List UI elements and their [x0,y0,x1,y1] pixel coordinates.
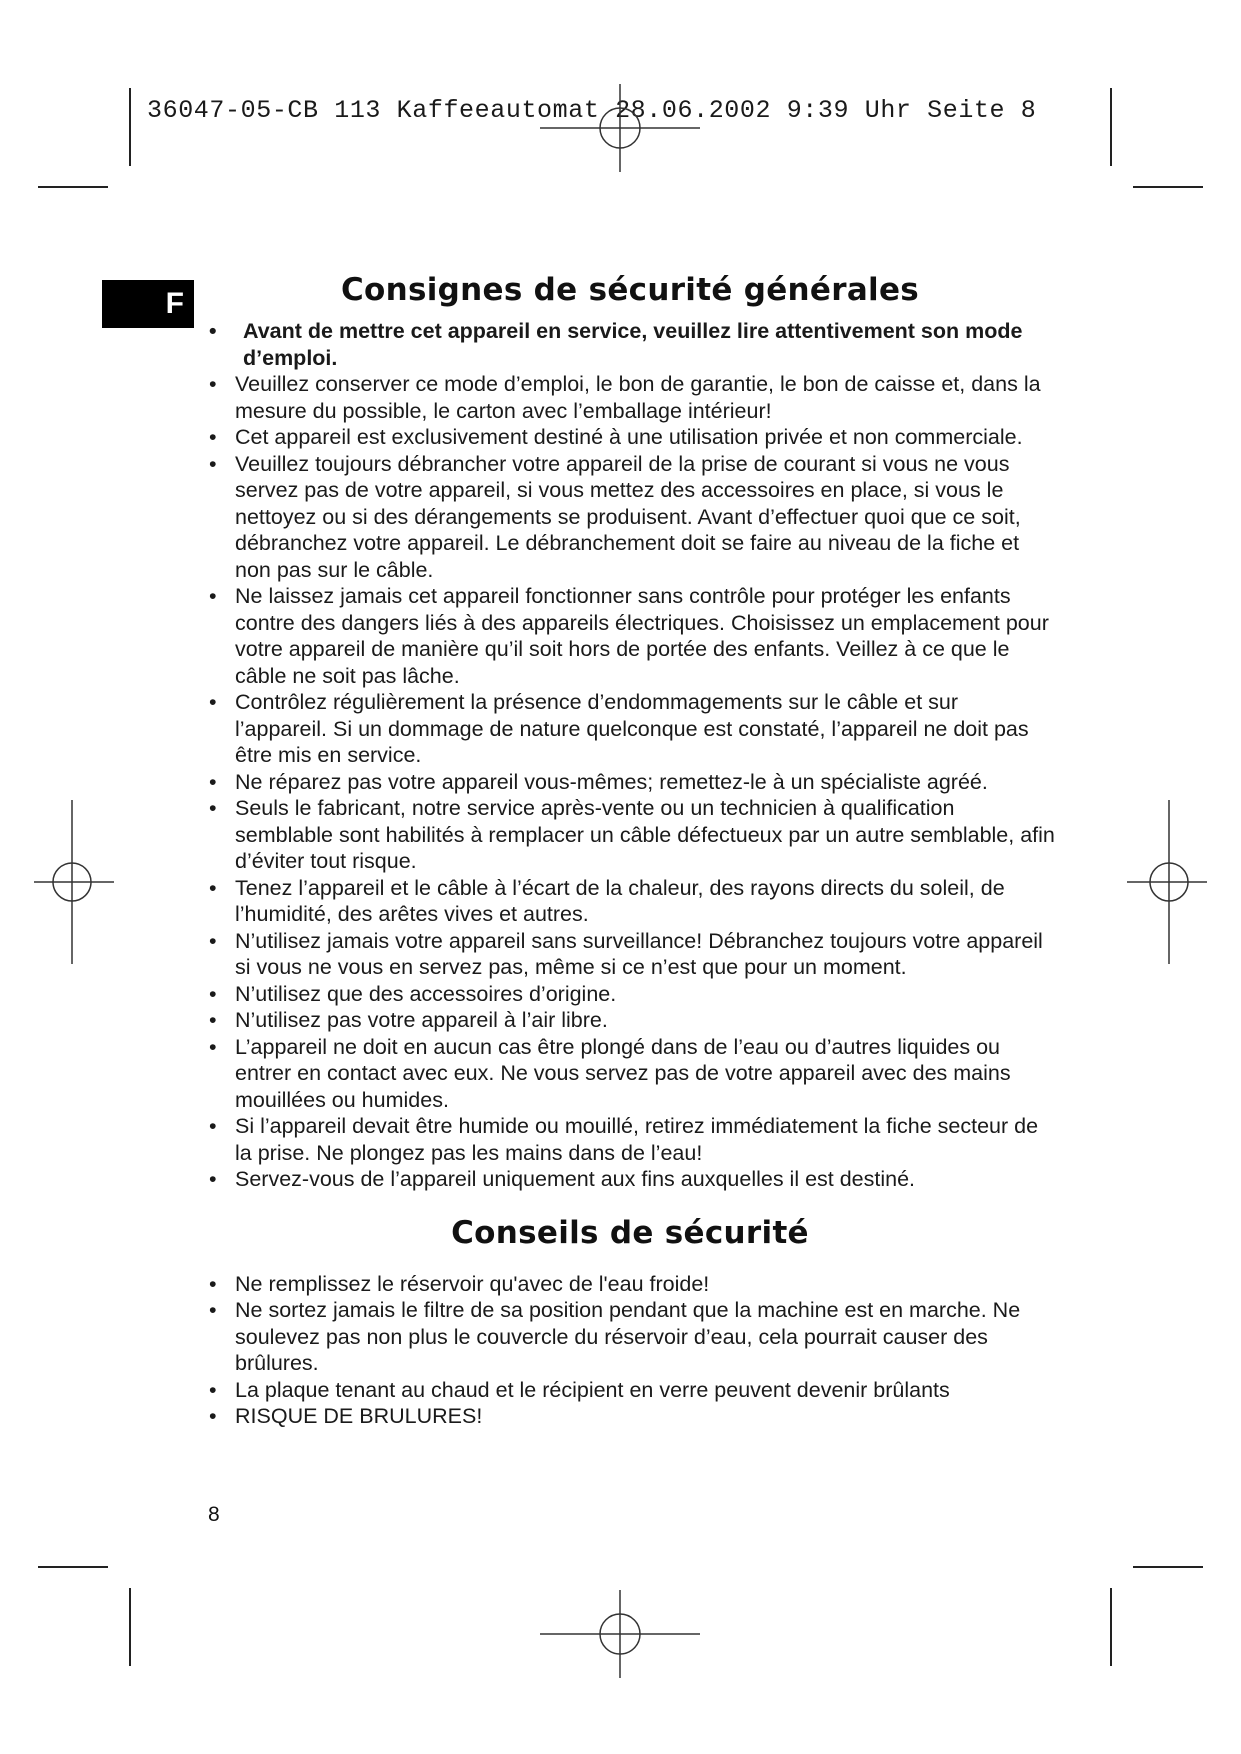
list-item-text: N’utilisez que des accessoires d’origine. [235,981,617,1006]
bullet: • [209,451,217,476]
bullet: • [209,1377,217,1402]
list-item [205,371,1055,424]
list-item-text: Seuls le fabricant, notre service après-vente ou un technicien à qualification semblable sont habilités à remplacer un câble défectueux par un autre semblable, afin d’éviter tout risque. [235,796,1055,873]
bullet: • [209,372,217,396]
safety-list [205,318,1055,1193]
registration-mark-icon [1127,800,1207,964]
bullet: • [209,319,217,343]
list-item [205,451,1055,584]
list-item-text: Ne réparez pas votre appareil vous-mêmes; remettez-le à un spécialiste agréé. [235,769,988,794]
bullet: • [209,1034,217,1059]
crop-mark [38,186,108,188]
bullet: • [209,875,217,900]
list-item [205,689,1055,769]
crop-mark [1133,186,1203,188]
list-item-text: Veuillez toujours débrancher votre appareil de la prise de courant si vous ne vous servez pas de votre appareil, si vous mettez des accessoires en place, si vous le nettoyez ou si des dérangements se produisent. Avant d’effectuer quoi que ce soit, débranchez votre appareil. Le débranchement doit se faire au niveau de la fiche et non pas sur le câble. [235,451,1021,582]
bullet: • [209,1008,217,1032]
list-item-text: L’appareil ne doit en aucun cas être plongé dans de l’eau ou d’autres liquides ou entrer en contact avec eux. Ne vous servez pas de votre appareil avec des mains mouillées ou humides. [235,1034,1011,1112]
list-item [205,1403,1055,1430]
list-item [205,1007,1055,1034]
list-item-text: Cet appareil est exclusivement destiné à une utilisation privée et non commerciale. [235,425,1023,449]
list-item-text: N’utilisez jamais votre appareil sans surveillance! Débranchez toujours votre appareil si vous ne vous en servez pas, même si ce n’est que pour un moment. [235,928,1043,979]
crop-mark [1133,1566,1203,1568]
list-item-text: RISQUE DE BRULURES! [235,1404,483,1428]
bullet: • [209,769,217,794]
main-content [205,272,1055,1430]
list-item [205,795,1055,875]
list-item [205,928,1055,981]
list-item-text: Ne laissez jamais cet appareil fonctionner sans contrôle pour protéger les enfants contre des dangers liés à des appareils électriques. Choisissez un emplacement pour votre appareil de manière qu’il soit hors de portée des enfants. Veillez à ce que le câble ne soit pas lâche. [235,584,1049,688]
safety-advice-list [205,1271,1055,1430]
list-item [205,769,1055,796]
list-item-text: Servez-vous de l’appareil uniquement aux fins auxquelles il est destiné. [235,1167,916,1191]
bullet: • [209,1167,217,1191]
bullet: • [209,1404,217,1428]
list-item-text: N’utilisez pas votre appareil à l’air libre. [235,1008,608,1032]
crop-mark [1110,88,1112,166]
bullet: • [209,584,217,608]
print-header: 36047-05-CB 113 Kaffeeautomat 28.06.2002 9:39 Uhr Seite 8 [147,96,1037,125]
list-item [205,981,1055,1008]
list-item-text: La plaque tenant au chaud et le récipient en verre peuvent devenir brûlants [235,1377,950,1402]
list-item [205,424,1055,451]
bullet: • [209,425,217,449]
list-item [205,875,1055,928]
bullet: • [209,690,217,714]
list-item-text: Ne sortez jamais le filtre de sa position pendant que la machine est en marche. Ne soulevez pas non plus le couvercle du réservoir d’eau, cela pourrait causer des brûlures. [235,1298,1021,1375]
crop-mark [1110,1588,1112,1666]
list-item [205,1113,1055,1166]
list-item-text: Veuillez conserver ce mode d’emploi, le bon de garantie, le bon de caisse et, dans la mesure du possible, le carton avec l’emballage intérieur! [235,372,1041,423]
bullet: • [209,981,217,1006]
language-tab: F [102,280,194,328]
list-item [205,318,1055,371]
list-item-text: Ne remplissez le réservoir qu'avec de l'eau froide! [235,1271,710,1296]
bullet: • [209,928,217,953]
crop-mark [38,1566,108,1568]
section-title-general-safety: Consignes de sécurité générales [340,272,920,308]
bullet: • [209,1271,217,1296]
list-item [205,1166,1055,1193]
list-item-text: Contrôlez régulièrement la présence d’endommagements sur le câble et sur l’appareil. Si un dommage de nature quelconque est constaté, l’appareil ne doit pas être mis en service. [235,690,1029,767]
list-item-text: Avant de mettre cet appareil en service, veuillez lire attentivement son mode d’emploi. [243,319,1023,370]
registration-mark-icon [540,1590,700,1678]
section-title-safety-advice: Conseils de sécurité [451,1214,809,1251]
list-item [205,583,1055,689]
registration-mark-icon [540,84,700,172]
list-item-text: Tenez l’appareil et le câble à l’écart de la chaleur, des rayons directs du soleil, de l’humidité, des arêtes vives et autres. [235,875,1005,926]
crop-mark [129,1588,131,1666]
list-item [205,1271,1055,1298]
bullet: • [209,1298,217,1322]
page-number: 8 [208,1503,220,1526]
list-item [205,1034,1055,1114]
registration-mark-icon [34,800,114,964]
list-item [205,1297,1055,1377]
bullet: • [209,796,217,820]
list-item [205,1377,1055,1404]
bullet: • [209,1114,217,1138]
crop-mark [129,88,131,166]
list-item-text: Si l’appareil devait être humide ou mouillé, retirez immédiatement la fiche secteur de la prise. Ne plongez pas les mains dans de l’eau! [235,1114,1039,1165]
